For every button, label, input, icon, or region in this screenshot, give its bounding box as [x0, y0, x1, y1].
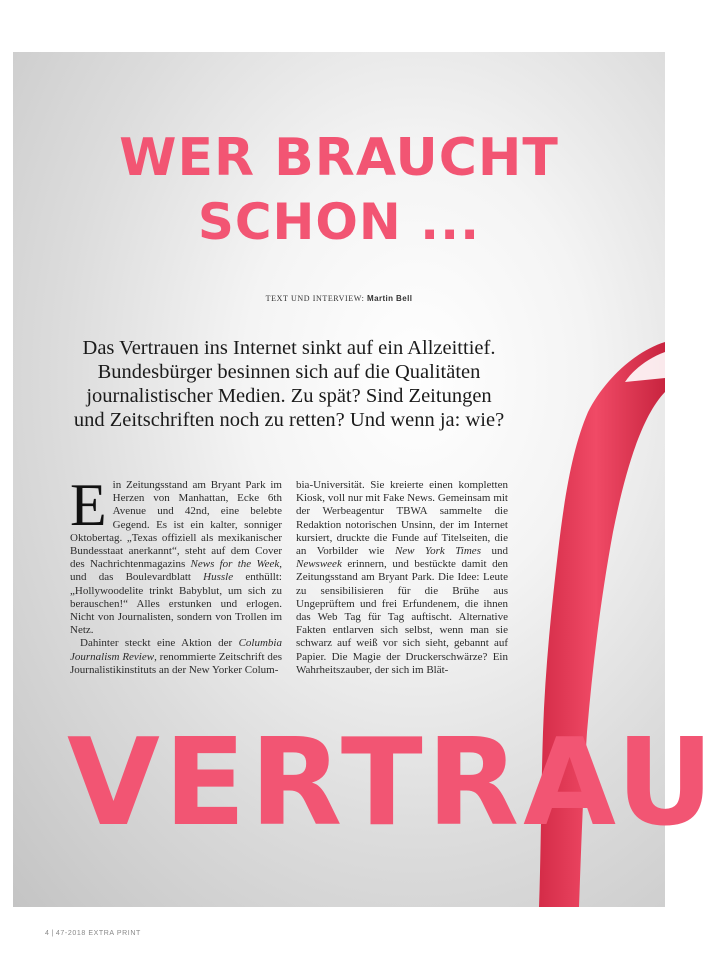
body-italic: Newsweek	[296, 558, 342, 571]
body-text: erinnern, und bestückte damit den Zeitungsstand am Bryant Park. Die Idee: Leute zu sensibilisieren für die Brühe aus Ungeprüftem und frei Erfundenem, die ihnen das Web Tag für Tag auftischt. Alternative Fakten entlarven sich selbst, wenn man sie schwarz auf weiß vor sich sieht, gebannt auf Papier. Die Magie der Druckerschwärze? Ein Wahrheitszauber, der sich im Blät-	[296, 558, 508, 676]
paragraph	[70, 472, 283, 637]
paragraph	[70, 637, 282, 677]
paragraph	[296, 479, 508, 677]
page-footer	[45, 930, 141, 937]
magazine-page	[13, 52, 718, 937]
byline-prefix: TEXT UND INTERVIEW:	[265, 294, 365, 303]
headline-line-2: SCHON ...	[197, 193, 481, 251]
body-column-2	[296, 479, 508, 677]
lead-line: und Zeitschriften noch zu retten? Und wenn ja: wie?	[73, 409, 505, 431]
body-text: und	[480, 545, 508, 558]
page-number: 4	[45, 930, 50, 937]
lead-line: Bundesbürger besinnen sich auf die Qualitäten	[97, 361, 481, 383]
body-italic: Hussle	[203, 571, 234, 584]
body-italic: Columbia Journalism Review	[70, 637, 282, 663]
footer-separator: |	[51, 930, 54, 937]
body-text: in Zeitungsstand am Bryant Park im Herzen von Manhattan, Ecke 6th Avenue und 42nd, eine belebte Gegend. Es ist ein kalter, sonniger Oktobertag. „Texas offiziell als mexikanischer Bundesstaat anerkannt“, steht auf dem Cover des Nachrichtenmagazins	[70, 479, 282, 571]
body-text: enthüllt: „Hollywoodelite trinkt Babyblut, um sich zu berauschen!“ Alles erstunken und erlogen. Nicht von Journalisten, sondern von Trollen im Netz.	[70, 571, 282, 637]
publication-name: EXTRA PRINT	[88, 930, 141, 937]
drop-cap: E	[70, 472, 107, 538]
body-column-1	[70, 472, 283, 677]
body-italic: New York Times	[394, 545, 481, 558]
byline	[13, 294, 665, 303]
body-text: bia-Universität. Sie kreierte einen kompletten Kiosk, voll nur mit Fake News. Gemeinsam mit der Werbeagentur TBWA sammelte die Redaktion notorischen Unsinn, der im Internet kursiert, druckte die Funde auf Titelseiten, die an Vorbilder wie	[296, 479, 508, 558]
lead-paragraph	[69, 336, 509, 432]
body-text: , renommierte Zeitschrift des Journalistikinstituts an der New Yorker Colum-	[70, 650, 282, 676]
byline-author: Martin Bell	[367, 294, 413, 303]
body-text: , und das Boulevardblatt	[70, 558, 283, 584]
big-display-word: VERTRAU	[67, 714, 718, 853]
lead-line: journalistischer Medien. Zu spät? Sind Zeitungen	[86, 385, 492, 407]
body-italic: News for the Week	[190, 558, 280, 571]
lead-line: Das Vertrauen ins Internet sinkt auf ein Allzeittief.	[82, 337, 496, 359]
headline-line-1: WER BRAUCHT	[119, 128, 559, 188]
body-text: Dahinter steckt eine Aktion der	[80, 637, 239, 650]
issue-number: 47-2018	[55, 930, 86, 937]
